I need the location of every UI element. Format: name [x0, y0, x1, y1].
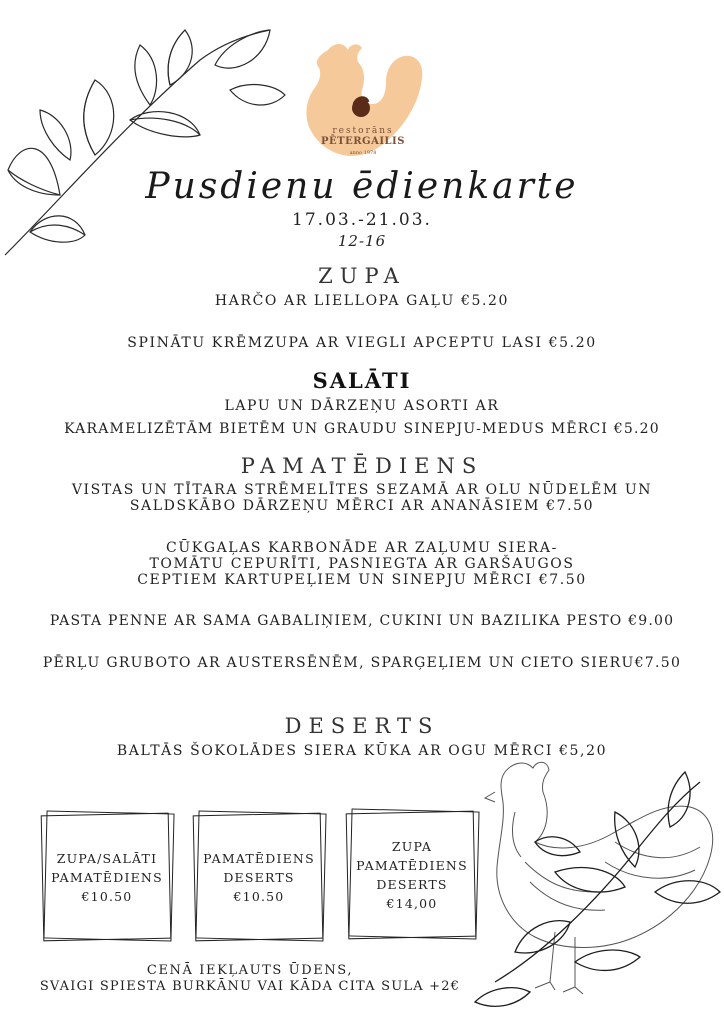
- section-heading-salads: SALĀTI: [312, 368, 412, 393]
- salad-line-2: KARAMELIZĒTĀM BIETĒM UN GRAUDU SINEPJU-MEDUS MĒRCI €5.20: [64, 421, 660, 437]
- menu-title: Pusdienu ēdienkarte: [145, 166, 579, 207]
- soup-item-2: SPINĀTU KRĒMZUPA AR VIEGLI APCEPTU LASI €5.20: [127, 335, 597, 351]
- salad-line-1: LAPU UN DĀRZEŅU ASORTI AR: [224, 398, 500, 414]
- combo-3-price: €14,00: [386, 896, 438, 911]
- main-dish-2-line-2: TOMĀTU CEPURĪTI, PASNIEGTA AR GARŠAUGOS: [149, 556, 575, 572]
- combo-1-price: €10.50: [81, 888, 133, 904]
- main-dish-1-line-2: SALDSKĀBO DĀRZEŅU MĒRCI AR ANANĀSIEM €7.50: [129, 498, 595, 514]
- soup-item-1: HARČO AR LIELLOPA GAĻU €5.20: [214, 293, 510, 309]
- logo-text-year: anno 1978: [349, 150, 377, 156]
- logo-text-name: PĒTERGAILIS: [321, 136, 405, 147]
- logo-text-restorans: restorāns: [332, 126, 394, 136]
- main-dish-1-line-1: VISTAS UN TĪTARA STRĒMELĪTES SEZAMĀ AR OLU NŪDELĒM UN: [71, 482, 653, 498]
- combo-box-1: [42, 812, 172, 942]
- combo-3-line-2: PAMATĒDIENS: [356, 858, 468, 873]
- section-heading-desserts: DESERTS: [284, 714, 440, 738]
- combo-2-price: €10.50: [233, 888, 285, 904]
- combo-3-line-1: ZUPA: [391, 839, 433, 854]
- main-dish-3: PASTA PENNE AR SAMA GABALIŅIEM, CUKINI UN BAZILIKA PESTO €9.00: [49, 613, 675, 629]
- section-heading-soup: ZUPA: [318, 264, 406, 288]
- main-dish-4: PĒRĻU GRUBOTO AR AUSTERSĒNĒM, SPARĢEĻIEM UN CIETO SIERU€7.50: [42, 655, 682, 671]
- menu-dates: 17.03.-21.03.: [292, 210, 432, 230]
- combo-1-line-1: ZUPA/SALĀTI: [56, 850, 158, 866]
- combo-2-line-2: DESERTS: [223, 869, 295, 885]
- footer-line-2: SVAIGI SPIESTA BURKĀNU VAI KĀDA CITA SULA +2€: [39, 979, 461, 994]
- combo-box-3: [347, 810, 477, 940]
- main-dish-2-line-1: CŪKGAĻAS KARBONĀDE AR ZAĻUMU SIERA-: [166, 540, 558, 556]
- section-heading-mains: PAMATĒDIENS: [240, 454, 484, 478]
- footer-line-1: CENĀ IEKĻAUTS ŪDENS,: [146, 963, 354, 978]
- combo-1-line-2: PAMATĒDIENS: [51, 869, 163, 885]
- combo-3-line-3: DESERTS: [376, 877, 448, 892]
- menu-hours: 12-16: [337, 232, 387, 250]
- logo: [298, 38, 428, 163]
- main-dish-2-line-3: CEPTIEM KARTUPEĻIEM UN SINEPJU MĒRCI €7.50: [137, 572, 587, 588]
- dessert-item: BALTĀS ŠOKOLĀDES SIERA KŪKA AR OGU MĒRCI €5,20: [116, 743, 608, 759]
- combo-box-2: [194, 812, 324, 942]
- combo-2-line-1: PAMATĒDIENS: [203, 850, 315, 866]
